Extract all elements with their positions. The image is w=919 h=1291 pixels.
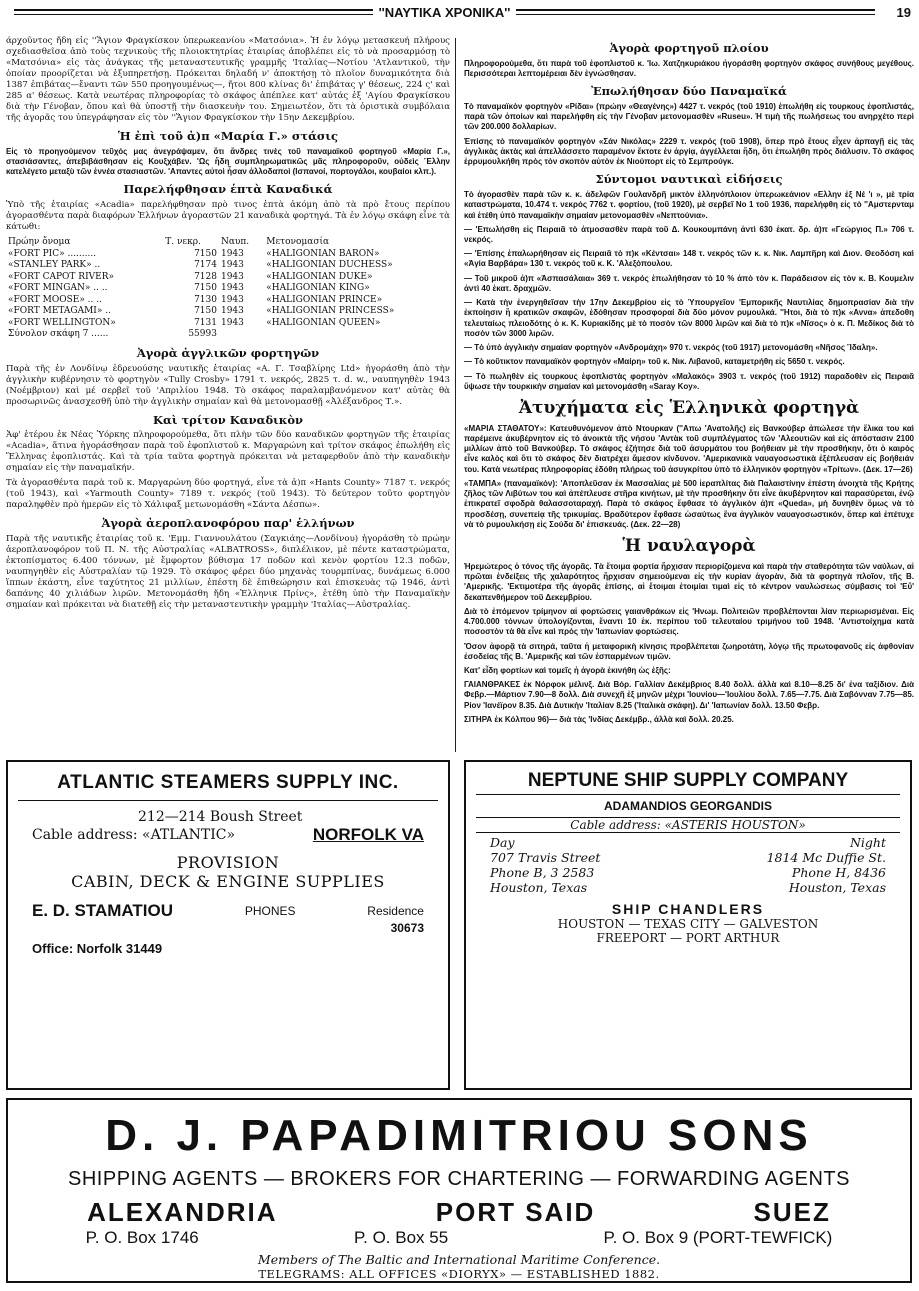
cell-new-name: «HALIGONIAN PRINCE» [266, 294, 383, 305]
section-title-panamanian-sold: Ἐπωλήθησαν δύο Παναμαϊκά [591, 84, 787, 99]
cell-new-name: «HALIGONIAN DUKE» [266, 271, 373, 282]
list-item: — Κατὰ τὴν ἐνεργηθεῖσαν τὴν 17ην Δεκεμβρίου εἰς τὸ Ὑπουργεῖον 'Εμπορικῆς Ναυτιλίας δημοπρασίαν διὰ τὴν ἐκποίησιν ἢ κρατικῶν σκαφῶν, ἐδόθησαν προσφοραί διὰ δύο μόνον ρυμουλκά. ''Ητοι, διὰ τὸ π)κ «Αννα» ἀπεδοθη τελευταίως πλειοδότης ὁ κ. Κ. Κυριακίδης μὲ τὸ ποσὸν τῶν 8000 λιρῶν καὶ διὰ τὸ π)κ «Νῖσος» ὁ κ. Π. Μεδίκος διὰ τὸ ποσὸν τῶν 3000 λιρῶν. [464, 298, 914, 338]
total-label: Σύνολον σκάφη 7 ...... [8, 329, 109, 340]
ad-neptune-day-addr: 707 Travis Street [490, 850, 601, 865]
cell-tons: 7150 [194, 306, 217, 317]
total-value: 55993 [188, 329, 217, 340]
ad-atlantic-name: ATLANTIC STEAMERS SUPPLY INC. [57, 772, 399, 793]
ad-atlantic-cable-row [18, 825, 438, 845]
list-item: — Τὸ ὑπὸ ἀγγλικὴν σημαίαν φορτηγὸν «Ανδρομάχη» 970 τ. νεκρός (τοῦ 1917) μετονομάσθη «Νῆσος Ἴδαλη». [464, 343, 878, 353]
ad-atlantic-provision: PROVISION [176, 853, 280, 872]
section-text-maria-g: Εἰς τὸ προηγούμενον τεῦχός μας ἀνεγράψαμεν, ὅτι ἄνδρες τινὲς τοῦ παναμαϊκοῦ φορτηγοῦ «Μαρία Γ.», στασιάσαντες, ἀπεβιβάσθησαν εἰς Κουξχάβεν. 'Ως ἤδη συμπληρωματικῶς μᾶς πληροφοροῦν, οὐδεὶς Ἕλλην κατελέγετο μεταξὺ τῶν ἐννέα στασιαστῶν. 'Απαντες αὐτοὶ ἦσαν ἀλλοδαποὶ (Ισπανοί, πορτογάλοι, κουβαίοι κλπ.). [6, 146, 450, 177]
ad-atlantic-city: NORFOLK VA [312, 825, 424, 844]
table-row [6, 318, 450, 330]
section-text-accidents-2: «ΤΑΜΠΑ» (παναμαϊκόν): 'Αποπλεῦσαν ἐκ Μασσαλίας μὲ 500 ἱεραπλίτας διὰ Παλαιστίνην ἐπέστη ἀνοιχτὰ τῆς Κρήτης ζῆλος τῶν Λιβύτων του καὶ ἀπέπλευσε στῆρα κινήτων, μὲ τὴν προσθήκην ὅτι εἶνε ἀκυβέρνητον καὶ παρασύρεται, ἐνῷ ἐπικρατεῖ σφοδρὰ θαλασσοταραχή. Παρὰ τὸ σκάφος ἔφθασε τὸ ἀγγλικὸν ἀ)π «Queda», μὴ δυνηθὲν ὅμως νὰ τὸ προσδέσῃ, συνεπείᾳ τῆς τρικυμίας. Βραδύτερον ἔφθασε ὡσαύτως ἕνα ἀγγλικὸν ναυαγοσωστικόν, ὅπερ καὶ ἐπέτυχε νὰ τὸ ρυμουλκήσῃ εἰς Σούδα δι' ἐπισκευάς. (Δεκ. 22—28) [464, 478, 914, 529]
col-header-new-name: Μετονομασία [266, 237, 330, 248]
ad-box-alexandria: P. O. Box 1746 [85, 1228, 199, 1247]
cell-new-name: «HALIGONIAN QUEEN» [266, 317, 381, 328]
table-row [6, 249, 450, 261]
ad-neptune-cities-1: HOUSTON — TEXAS CITY — GALVESTON [557, 917, 819, 931]
ad-city-alexandria: ALEXANDRIA [87, 1197, 278, 1227]
ad-neptune-night-label: Night [849, 835, 886, 850]
section-text-third-canadian-2: Τὰ ἀγορασθέντα παρὰ τοῦ κ. Μαργαρώνη δύο φορτηγά, εἶνε τὰ ἀ)π «Hants County» 7187 τ. νεκρός (τοῦ 1943), καὶ «Yarmouth County» 7189 τ. νεκρός (τοῦ 1943). Τὸ δεύτερον τοῦτο φορτηγὸν παραληφθὲν πρὸ ἡμερῶν εἰς τὸ Χάλιφαξ μετωνομάσθη «Σάντα Δέσπω». [6, 478, 450, 511]
section-text-english-ships: Παρὰ τῆς ἐν Λονδίνῳ ἐδρευούσης ναυτικῆς ἑταιρίας «Α. Γ. Τσαβλίρης Ltd» ἠγοράσθη ἀπὸ τὴν ἀγγλικὴν κυβέρνησιν τὸ φορτηγὸν «Tully Crosby» 1791 τ. νεκρός, 2825 τ. d. w., ναυπηγηθὲν 1943 (Νοέμβριον) καὶ μέ σερβεῖ τοῦ 'Απριλίου 1948. Τὸ σκάφος παραλαμβανόμενον κατ' αὐτὰς θὰ προσωρινῶς ἀνασχεσθῆ ὑπὸ τὴν ἀγγλικὴν σημαίαν καὶ θὰ μετονομασθῇ «Ἀλέξανδρος Τ.». [6, 363, 450, 407]
section-title-english-ships: Ἀγορὰ ἀγγλικῶν φορτηγῶν [136, 345, 320, 360]
section-text-carrier: Παρὰ τῆς ναυτικῆς ἑταιρίας τοῦ κ. 'Εμμ. Γιαννουλάτου (Σαγκιάης—Λονδίνου) ἠγοράσθη τὸ πρώην ἀεροπλανοφόρον τοῦ Π. Ν. τῆς Αὐστραλίας «ALBATROSS», διπλέλικον, μὲ πέντε καταστρώματα, ἐκτοπίσματος 6.400 τόννων, μὲ ἔμφορτον βύθισμα 17 ποδῶν καὶ κενὸν φορτίου 12.3 ποδῶν, ναυπηγηθὲν εἰς Αὐστραλίαν τῷ 1929. Τὸ σκάφος φέρει δύο μηχανὰς τουρμπίνας, δυνάμεως 6.000 ἵππων ἑκάστη, εἶνε ταχύτητος 21 μιλλίων, ἐπέστη δὲ ἐπιθεώρησιν καὶ ἐπισκευὰς τῷ 1946, ἀντὶ δαπάνης 40 χιλιάδων λιρῶν. Μετονομάσθη ἤδη «Ἑλληνικ Πρίνς», ἐτέθη ὑπὸ τὴν Παναμαϊκὴν σημαίαν καὶ πρόκειται νὰ διατεθῇ εἰς τὴν μεταναστευτικὴν γραμμὴν 'Ιταλίας—Αὐστραλίας. [6, 533, 450, 610]
ad-atlantic-street: 212—214 Boush Street [138, 809, 303, 825]
list-item: Διὰ τὸ ἐπόμενον τρίμηνον αἱ φορτώσεις γαιανθράκων εἰς 'Ηνωμ. Πολιτειῶν προβλέπονται λίαν περιωρισμέναι. Εἰς 4.700.000 τόννων ὑπολογίζονται, ἔναντι 10 ἑκ. περίπου τοῦ τελευταίου τριμήνου τοῦ 1948. 'Αντιστοίχημα κατὰ ποσοστὸν τὰ θὰ εἶνε καὶ πρὸς τὴν 'Ιαπωνίαν φορτώσεις. [464, 606, 914, 637]
section-title-carrier: Ἀγορὰ ἀεροπλανοφόρου παρ' ἑλλήνων [101, 516, 355, 531]
list-item: Ὅσον ἀφορᾷ τὰ σιτηρά, ταῦτα ἡ μεταφορικὴ κίνησις προβλέπεται ζωηροτάτη, λόγῳ τῆς πρωτοφανοῦς εἰς ἀφθονίαν ἐσοδείας τῆς Β. 'Αμερικῆς καὶ τῶν ἐσπαρμένων τιμῶν. [464, 641, 914, 661]
table-header-row [6, 237, 450, 249]
cell-tons: 7150 [194, 283, 217, 294]
cell-new-name: «HALIGONIAN KING» [266, 283, 370, 294]
short-news-list [464, 190, 914, 392]
table-row [6, 306, 450, 318]
cell-new-name: «HALIGONIAN BARON» [266, 248, 380, 259]
cell-former-name: «FORT PIC» .......... [8, 248, 97, 259]
ships-table [6, 237, 450, 341]
list-item: Κατ' εἶδη φορτίων καὶ τομεῖς ἡ ἀγορὰ ἐκινήθη ὡς ἑξῆς: [464, 665, 671, 675]
ad-neptune-chandlers: SHIP CHANDLERS [611, 901, 765, 917]
ad-box-port-said: P. O. Box 55 [353, 1228, 449, 1247]
ad-papadimitriou-cities [8, 1197, 910, 1228]
cell-new-name: «HALIGONIAN DUCHESS» [266, 260, 393, 271]
list-item: — Τὸ πωληθὲν εἰς τουρκους ἐφοπλιστὰς φορτηγὸν «Μαλακός» 3903 τ. νεκρός (τοῦ 1912) παραδοθὲν εἰς Πειραιᾶ ὕψωσε τὴν τουρκικὴν σημαίαν καὶ μετονομάσθη «Saray Koy». [464, 371, 914, 391]
freight-market-list [464, 562, 914, 725]
cell-former-name: «FORT MOOSE» .. .. [8, 294, 102, 305]
col-header-former-name: Πρώην ὄνομα [8, 237, 71, 248]
page-number: 19 [896, 4, 911, 20]
ad-papadimitriou-sons [6, 1098, 912, 1283]
cell-built: 1943 [220, 294, 244, 305]
list-item: Ἠρεμώτερος ὁ τόνος τῆς ἀγορᾶς. Τὰ ἕτοιμα φορτία ἤρχισαν περιορίζομενα καὶ παρὰ τὴν σταθερότητα τῶν ναύλων, αἱ πρῶται ἐνδείξεις τῆς χαλαρότητος ἤρχισαν σημειούμεναι εἰς τὴν κυρίαν ἀγορὰν, διὰ τὰ φορτηγὰ πλοῖον, τῆς Β. 'Αμερικῆς. 'Εκτιμοτέρα τῆς ἀγορᾶς ἐπίσης, αἱ ἕτοιμαι ἑτοιμίαι τιμαὶ εἰς τὸ κέντρον ναυλώσεως σύμβασις τοὶ 'Εὔ' δεκαπενθήμερον τοῦ Δεκεμβρίου. [464, 561, 914, 602]
cell-built: 1943 [220, 248, 244, 259]
cell-former-name: «FORT METAGAMI» .. [8, 306, 111, 317]
cell-tons: 7150 [194, 248, 217, 259]
cell-tons: 7128 [194, 271, 217, 282]
ad-atlantic-residence: Residence [367, 904, 424, 918]
cell-former-name: «STANLEY PARK» .. [8, 260, 101, 271]
list-item: ΓΑΙΑΝΘΡΑΚΕΣ ἐκ Νόρφοκ μέλινξ. Διὰ Βόρ. Γαλλίαν Δεκέμβριος 8.40 δολλ. ἀλλὰ καὶ 8.10—8.25 δι' ἐνα ταξίδιον. Διὰ Φεβρ.—Μάρτιον 7.90—8 δολλ. Διὰ συνεχῆ ἐξ μηνῶν μέχρι 'Ιουνίου—'Ιουλίου δολλ. 7.65—7.75. Διὰ Σαβόνναν 7.75—85. Ρίον 'Ιανέϊρον 8.35. Διὰ Δυτικὴν 'Ιταλίαν 8.25 ('Ιταλικὰ σκάφη). Δι' 'Ιαπωνίαν δολλ. 13.50 Φεβρ. [464, 680, 914, 710]
ad-papadimitriou-services: SHIPPING AGENTS — BROKERS FOR CHARTERING — FORWARDING AGENTS [68, 1168, 850, 1190]
list-item: ΣΙΤΗΡΑ ἐκ Κόλπου 96)— διὰ τὰς 'Ινδίας Δεκέμβρ., ἀλλὰ καὶ δολλ. 20.25. [464, 714, 734, 724]
ad-neptune-supply [464, 760, 912, 1090]
ad-city-suez: SUEZ [753, 1197, 831, 1227]
left-column [6, 36, 450, 754]
list-item: — 'Επίσης ἐπαλωρήθησαν εἰς Πειραιᾶ τὸ π)κ «Κέντσαι» 148 τ. νεκρός τῶν κ. κ. Νικ. Λαμπῆρη καὶ Διον. Θεοδόση καὶ «Ἁγία Βαρβάρα» 130 τ. νεκρός τοῦ κ. Κ. 'Αλεξόπουλου. [464, 249, 914, 269]
ad-atlantic-contact-row [18, 901, 438, 921]
section-title-canadian: Παρελήφθησαν ἑπτὰ Καναδικά [123, 182, 333, 197]
col-header-built: Ναυπ. [220, 237, 250, 248]
section-text-canadian: Ὑπὸ τῆς ἑταιρίας «Acadia» παρελήφθησαν πρὸ τινος ἑπτὰ ἀκόμη ἀπὸ τὰ πρὸ ἔτους περίπου ἀγορασθέντα παρὰ διαφόρων Ἑλλήνων ἀγοραστῶν 21 καναδικὰ φορτηγά. Τὰ ἐν λόγῳ σκάφη εἶνε τὰ κάτωθι: [6, 200, 450, 233]
cell-built: 1943 [220, 271, 244, 282]
ad-neptune-cable: Cable address: «ASTERIS HOUSTON» [476, 817, 900, 833]
header-rule-left [14, 9, 373, 15]
list-item: — Τὸ κοῦτικτον παναμαϊκὸν φορτηγὸν «Μαίρη» τοῦ κ. Νικ. Λιβανοῦ, καταμετρήθη εἰς 5650 τ. νεκρός. [464, 357, 845, 367]
ad-neptune-name: NEPTUNE SHIP SUPPLY COMPANY [476, 770, 900, 795]
cell-built: 1943 [220, 260, 244, 271]
ad-city-port-said: PORT SAID [435, 1197, 596, 1227]
table-row [6, 283, 450, 295]
section-title-short-news: Σύντομοι ναυτικαὶ εἰδήσεις [595, 172, 783, 187]
ad-neptune-night-phone: Phone H, 8436 [791, 865, 886, 880]
table-row [6, 260, 450, 272]
ad-neptune-agent: ADAMANDIOS GEORGANDIS [603, 799, 772, 813]
section-text-accidents-1: «ΜΑΡΙΑ ΣΤΑΘΑΤΟΥ»: Κατευθυνόμενον ἀπὸ Ντουρκαν (''Απω 'Ανατολῆς) εἰς Βανκούβερ ἀπώλεσε τὴν ἕλικα του καὶ παρέμεινε ἀκυβέρνητον εἰς τὸ ἀνοικτὰ τῆς νήσου 'Αντὰκ τοῦ συμπλέγματος τῶν 'Αλεουτιῶν καὶ εἰς ἀπόστασιν 2100 μιλλίων ἀπὸ τοῦ Βανκούβερ. Τὸ σκάφος ἐζήτησε διὰ τοῦ ἀσυρμάτου του βοήθειαν μὲ τὴν προσθήκην, ὅτι ὁ καιρὸς εἶνε καλὸς καὶ ὅτι τὸ σκάφος δὲν διατρέχει ἄμεσον κίνδυνον. 'Αμερικανικὰ ναυαγοσωστικὰ ἐξέπλευσαν εἰς βοήθειάν του. Κατὰ νεωτέρας πληροφορίας ἐδόθη πλήρως τοῦ ἀσυγκρίτου ὑπὸ τὸ ἑλληνικὸν φορτηγὸν «Τρίτων». (Δεκ. 17—26) [464, 423, 914, 474]
ad-atlantic-supplies: CABIN, DECK & ENGINE SUPPLIES [71, 872, 385, 891]
cell-former-name: «FORT CAPOT RIVER» [8, 271, 114, 282]
cell-new-name: «HALIGONIAN PRINCESS» [266, 306, 395, 317]
ad-neptune-night-city: Houston, Texas [788, 880, 886, 895]
ad-papadimitriou-telegrams: TELEGRAMS: ALL OFFICES «DIORYX» — ESTABLISHED 1882. [258, 1267, 660, 1281]
section-title-cargo-purchase: Ἀγορὰ φορτηγοῦ πλοίου [609, 41, 769, 55]
cell-built: 1943 [220, 306, 244, 317]
magazine-title: ''ΝΑΥΤΙΚΑ ΧΡΟΝΙΚΑ'' [378, 4, 511, 20]
ad-neptune-addresses [466, 833, 910, 897]
table-total-row [6, 329, 450, 341]
ad-papadimitriou-members: Members of The Baltic and International Maritime Conference. [257, 1252, 661, 1267]
section-text-third-canadian-1: Ἀφ' ἑτέρου ἐκ Νέας Ὑόρκης πληροφορούμεθα, ὅτι πλὴν τῶν δύο καναδικῶν φορτηγῶν τῆς ἑταιρίας «Acadia», ἅτινα ἠγοράσθησαν παρὰ τοῦ ἐφοπλιστοῦ κ. Μαργαρώνη καὶ τρίτον σκάφος ἐπωλήθη εἰς Ἕλληνας ἐφοπλιστάς. Καὶ τὰ τρία ταῦτα φορτηγὰ πρόκειται νὰ μεταφερθοῦν ἀπὸ τὴν καναδικὴν σημαίαν εἰς τὴν παναμαϊκήν. [6, 430, 450, 474]
ad-neptune-day-city: Houston, Texas [490, 880, 588, 895]
table-row [6, 295, 450, 307]
cell-former-name: «FORT WELLINGTON» [8, 317, 116, 328]
section-title-freight-market: Ἡ ναυλαγορὰ [622, 536, 756, 557]
cell-built: 1943 [220, 283, 244, 294]
ad-atlantic-res-number: 30673 [390, 921, 424, 935]
ad-atlantic-office: Office: Norfolk 31449 [32, 941, 163, 956]
cell-built: 1943 [220, 317, 244, 328]
cell-tons: 7130 [194, 294, 217, 305]
column-divider [455, 38, 456, 752]
section-text-cargo-purchase: Πληροφορούμεθα, ὅτι παρὰ τοῦ ἐφοπλιστοῦ κ. 'Ιω. Χατζηκυριάκου ἠγοράσθη φορτηγὸν σκάφος συνήθους μεγέθους. Περισσότεραι λεπτομέρειαι δὲν ἐγνώσθησαν. [464, 58, 914, 78]
ad-atlantic-res-row [18, 921, 438, 935]
cell-tons: 7174 [194, 260, 217, 271]
ad-neptune-day-phone: Phone B, 3 2583 [490, 865, 595, 880]
right-column [464, 36, 914, 754]
ad-papadimitriou-name: D. J. PAPADIMITRIOU SONS [105, 1111, 813, 1160]
list-item: — Τοῦ μικροῦ ἀ)π «Ἁσπασάλαια» 369 τ. νεκρός ἐπωλήθησαν τὸ 10 % ἀπὸ τὸν κ. Παράδεισον εἰς τὸν κ. Β. Κουμελιν ἀντὶ 40 ἑκατ. δραχμῶν. [464, 273, 914, 293]
ad-neptune-day-block [490, 835, 600, 895]
section-title-maria-g: Ἡ ἐπὶ τοῦ ἀ)π «Μαρία Γ.» στάσις [118, 129, 338, 143]
col-header-tons: Τ. νεκρ. [165, 237, 201, 248]
section-text-panamanian-sold-1: Τὸ παναμαϊκὸν φορτηγὸν «Ρίδαι» (πρώην «Θεαγένης») 4427 τ. νεκρός (τοῦ 1910) ἐπωλήθη εἰς τουρκους ἐφοπλιστάς, παρὰ τῶν ὁποίων καὶ παρελήφθη εἰς τὴν Γένοβαν μετονομασθὲν «Ruseu». Ἡ τιμὴ τῆς πωλήσεως του ανηρχέτο περὶ τῶν 200.000 δολλαρίων. [464, 101, 914, 132]
ad-atlantic-steamers [6, 760, 450, 1090]
ad-atlantic-cable: Cable address: «ATLANTIC» [32, 827, 236, 843]
list-item: Τὸ ἀγορασθὲν παρὰ τῶν κ. κ. ἀδελφῶν Γουλανδρῆ μικτὸν ἑλληνόπλοιον ὑπερωκεάνιον «Ελλην ἐξ Νέ 'ι », μὲ τρία καταστρώματα, 10.474 τ. νεκρός 7762 τ. φορτίου, (τοῦ 1920), μὲ σερβεῖ Νο 1 τοῦ 1936, παρελήφθη εἰς τὸ ''Αμστερνταμ καὶ ἐτέθη ὑπὸ παναμαϊκὴν σημαίαν μετονομασθὲν «Νεπτούνια». [464, 190, 914, 220]
ad-neptune-day-label: Day [490, 835, 515, 850]
cell-former-name: «FORT MINGAN» .. .. [8, 283, 108, 294]
ad-atlantic-phones: PHONES [244, 904, 296, 918]
cell-tons: 7131 [194, 317, 217, 328]
ad-neptune-night-addr: 1814 Mc Duffie St. [766, 850, 886, 865]
list-item: — 'Επωλήσθη εἰς Πειραιᾶ τὸ ἀτμοσασθὲν παρὰ τοῦ Δ. Κουκουμπάνη ἀντὶ 630 ἑκατ. δρ. ἀ)π «Γεώργιος Π.» 706 τ. νεκρός. [464, 224, 914, 244]
ad-neptune-night-block [767, 835, 886, 895]
ad-neptune-cities-2: FREEPORT — PORT ARTHUR [596, 931, 780, 946]
ad-atlantic-person: E. D. STAMATIOU [32, 901, 174, 920]
header-rule-right [516, 9, 875, 15]
intro-paragraph: άρχοῦντος ἤδη εἰς ''Ἅγιον Φραγκίσκον ὑπερωκεανίου «Ματσόνια». Ἡ ἐν λόγῳ μετασκευή πλήρους σχεδιασθεῖσα ἀπὸ τοὺς τεχνικοὺς τῆς πλοιοκτητρίας ἑταιρίας ἀποβλέπει εἰς τὸ νὰ προσαρμόσῃ τὸ «Ματσόνια» εἰς τὰς ἀνάγκας τῆς μεταναστευτικῆς γραμμῆς 'Ιταλίας—Νοτίου 'Ατλαντικοῦ, τὴν ὁποίαν προορίζεται νὰ ἐξυπηρετήσῃ. Πρόκειται δηλαδή ν' ἀποκτήσῃ τὸ πλοῖον δυναμικότητα διὰ 1387 ἐπιβάτας—ἔναντι τῶν 550 προηγουμένως—, ἤτοι 800 κλίνας δι' ἐπιβάτας γ' θέσεως, 224 ς' καὶ 285 α' θέσεως. Κατὰ νεωτέρας πληροφορίας τὸ σκάφος ἀπέπλεε κατ' αὐτάς ἐξ 'Αγίου Φραγκίσκου διὰ τὴν Γένοβαν, ὅπου καὶ θὰ ὑποστῇ τὴν διασκευὴν του. Σημειωτέον, ὅτι τὰ ὁριστικὰ συμβόλαια τῆς ἀγορᾶς του ὑπεγράφησαν εἰς τὸν ''Ἅγιον Φραγκίσκον τὴν 15ην Δεκεμβρίου. [6, 36, 450, 123]
ad-papadimitriou-boxes [8, 1228, 910, 1248]
ad-atlantic-body [18, 800, 438, 956]
page-header [8, 4, 911, 20]
ad-box-suez: P. O. Box 9 (PORT-TEWFICK) [603, 1228, 833, 1247]
section-title-accidents: Ἀτυχήματα εἰς Ἑλληνικὰ φορτηγὰ [518, 398, 860, 419]
section-text-panamanian-sold-2: Ἐπίσης τὸ παναμαϊκὸν φορτηγὸν «Σάν Νικόλας» 2229 τ. νεκρός (τοῦ 1908), ὅπερ πρὸ ἔτους εἶχεν ἀρπαγῇ εἰς τὰς ἀγγλικὰς ἀκτὰς καὶ ἀπελλάσσετο παραμένον ἔκτοτε ἐν ἀργίᾳ, ἀγγέλλεται ἤδη, ὅτι ἐπωλήθη πρὸς διάλυσιν. Τὸ σκάφος ἐρρυμουλκήθη πρὸς τὸν σκοπὸν αὐτὸν ἐκ Νιούπορτ εἰς τὸ Σεμπρούγκ. [464, 136, 914, 167]
table-row [6, 272, 450, 284]
section-title-third-canadian: Καὶ τρίτον Καναδικὸν [153, 412, 303, 427]
